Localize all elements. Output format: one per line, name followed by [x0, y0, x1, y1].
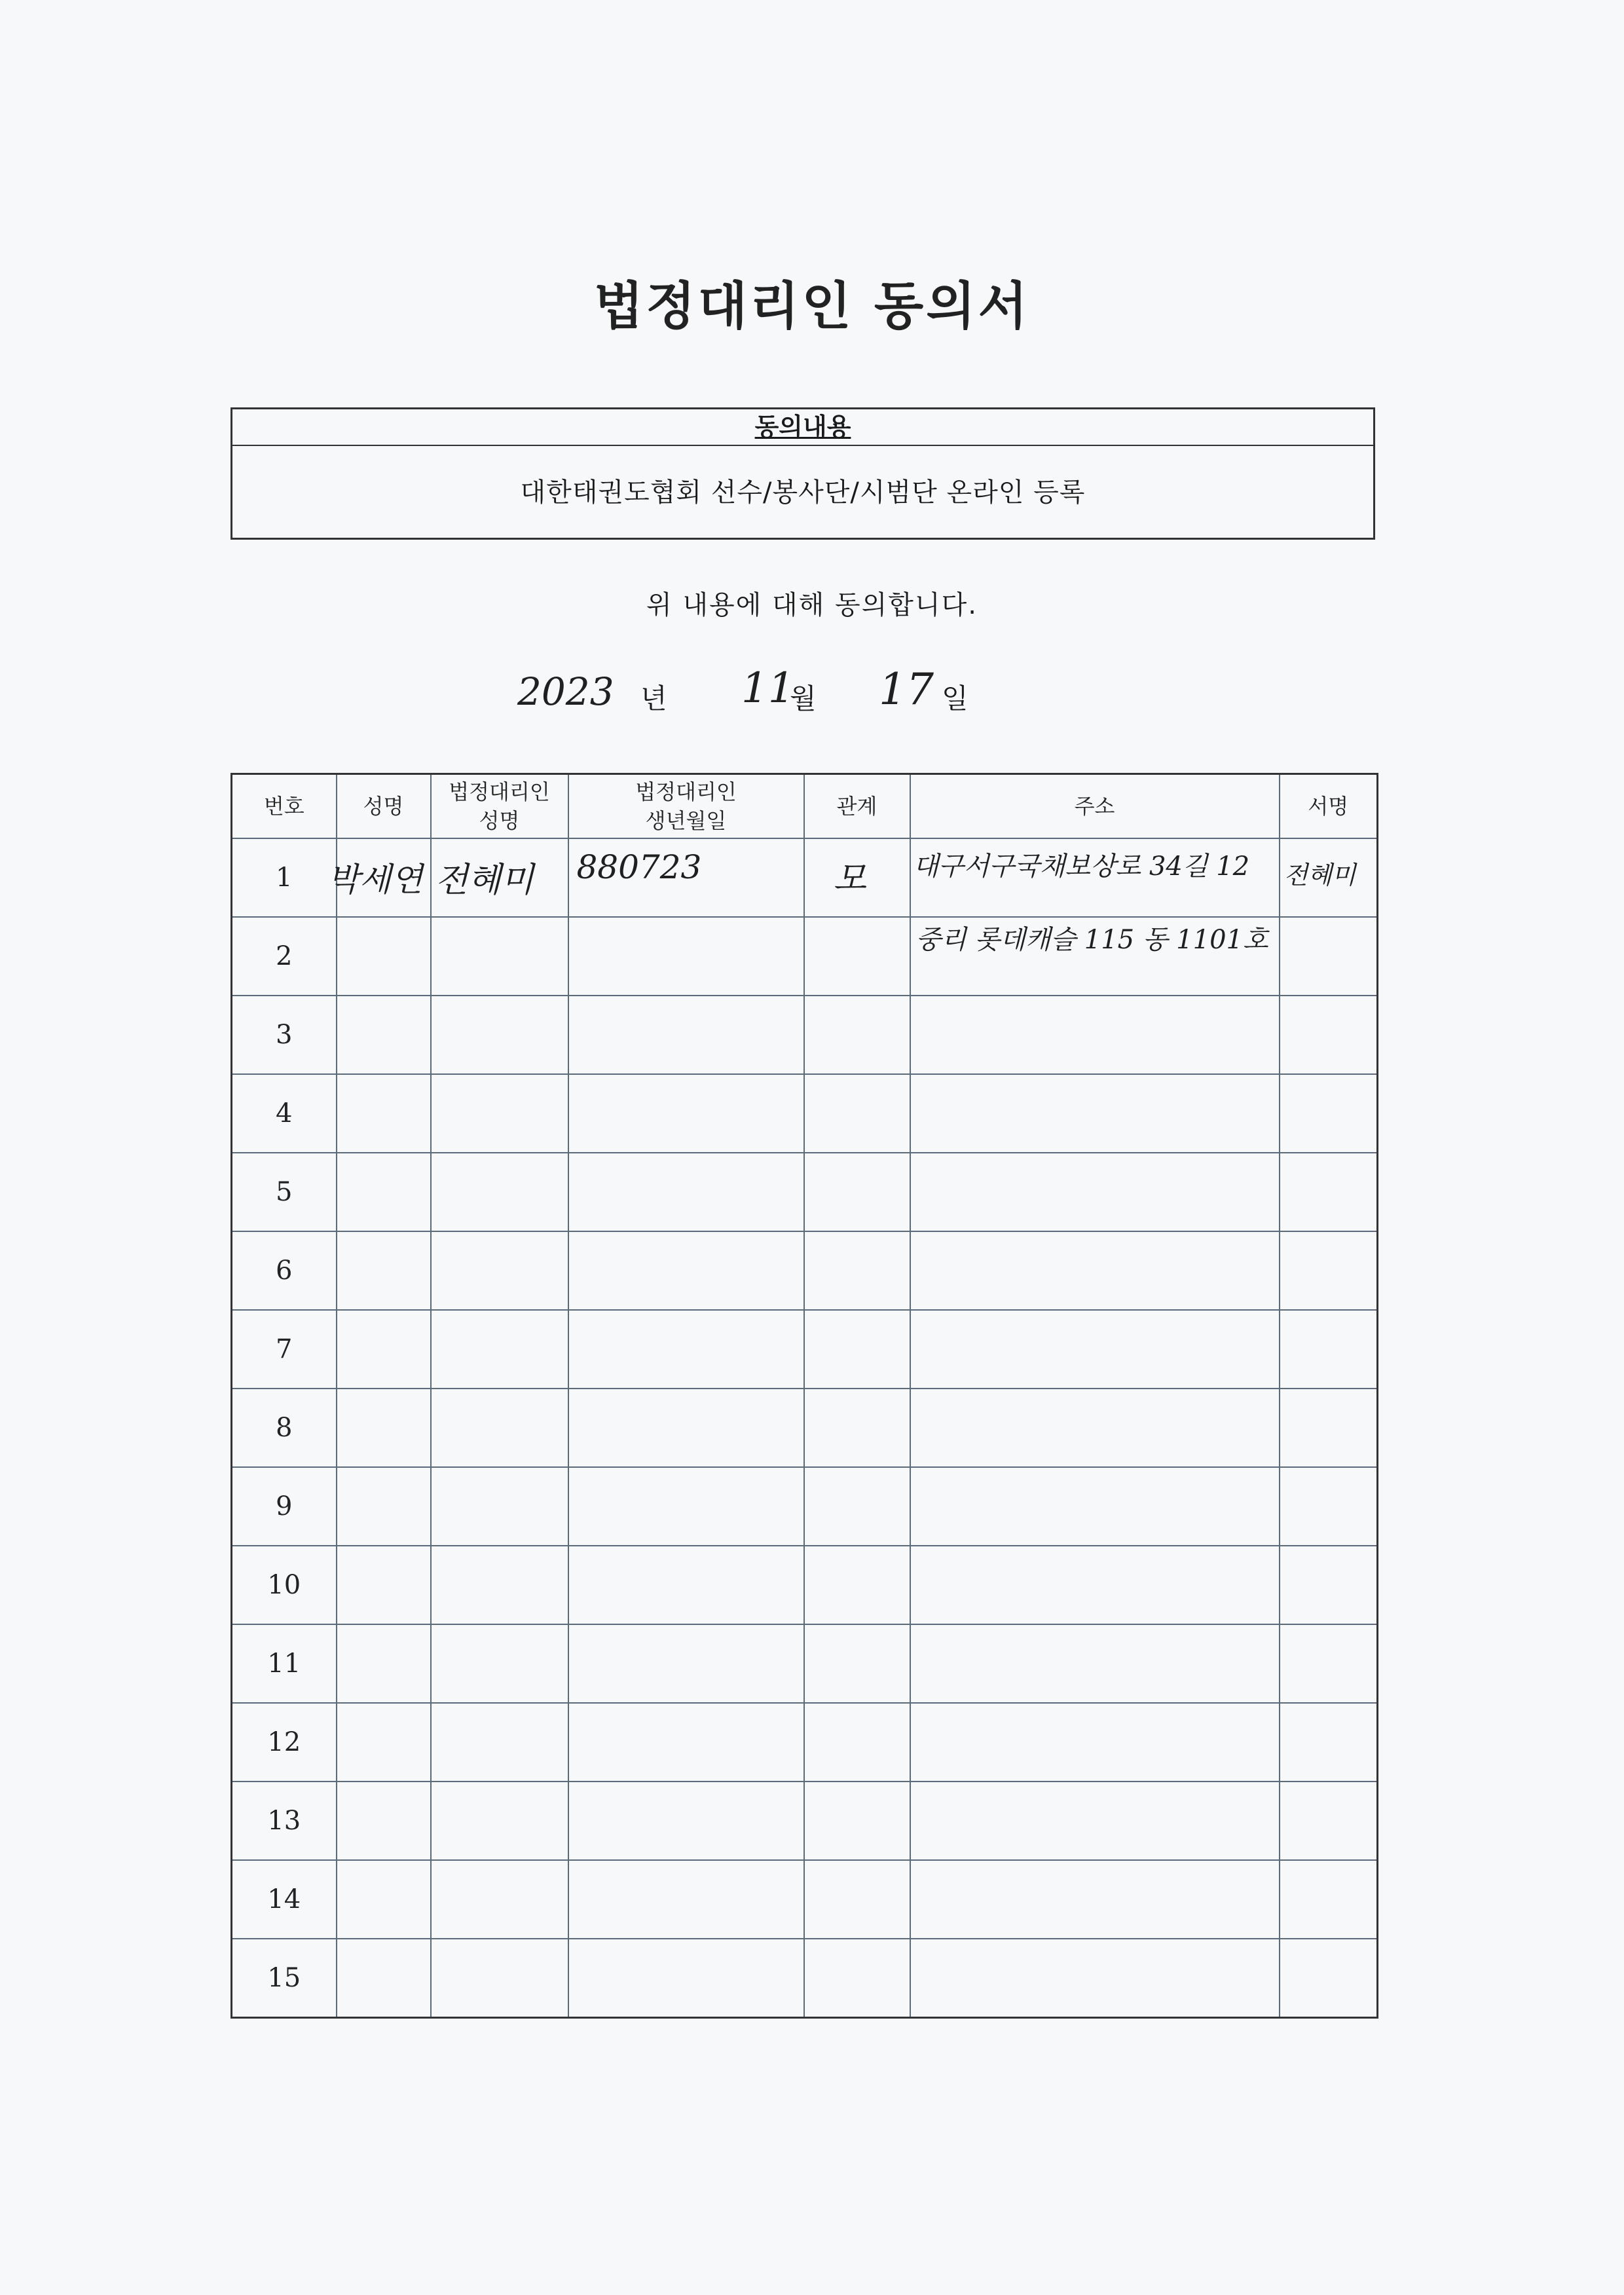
cell-guardian-birth[interactable] — [568, 1310, 804, 1389]
cell-guardian-name[interactable] — [431, 1860, 568, 1939]
cell-guardian-name[interactable] — [431, 1074, 568, 1153]
table-row — [232, 1939, 1378, 2018]
table-row — [232, 1624, 1378, 1703]
row-number: 8 — [232, 1389, 337, 1467]
cell-address[interactable] — [910, 1546, 1280, 1624]
cell-name[interactable] — [337, 1310, 431, 1389]
cell-address[interactable] — [910, 1310, 1280, 1389]
header-guardian-birth: 법정대리인 생년월일 — [568, 774, 804, 839]
cell-address[interactable] — [910, 1153, 1280, 1231]
table-row — [232, 1782, 1378, 1860]
cell-address[interactable] — [910, 1467, 1280, 1546]
cell-relation[interactable] — [804, 1231, 910, 1310]
row-number: 7 — [232, 1310, 337, 1389]
cell-signature[interactable] — [1280, 1310, 1378, 1389]
cell-guardian-name[interactable] — [431, 1546, 568, 1624]
consent-header: 동의내용 — [232, 409, 1373, 446]
cell-guardian-birth[interactable] — [568, 1389, 804, 1467]
table-row — [232, 1153, 1378, 1231]
cell-name[interactable] — [337, 1703, 431, 1782]
table-row — [232, 1467, 1378, 1546]
row-number: 12 — [232, 1703, 337, 1782]
cell-guardian-birth[interactable] — [568, 1703, 804, 1782]
table-row — [232, 1703, 1378, 1782]
header-name: 성명 — [337, 774, 431, 839]
table-row — [232, 1074, 1378, 1153]
cell-guardian-birth[interactable] — [568, 838, 804, 917]
cell-guardian-name[interactable] — [431, 917, 568, 996]
cell-signature[interactable] — [1280, 1782, 1378, 1860]
cell-name[interactable] — [337, 1782, 431, 1860]
cell-guardian-birth[interactable] — [568, 1074, 804, 1153]
cell-name[interactable] — [337, 1153, 431, 1231]
cell-relation[interactable] — [804, 1703, 910, 1782]
cell-name[interactable] — [337, 1389, 431, 1467]
cell-name[interactable] — [337, 1074, 431, 1153]
cell-address[interactable] — [910, 917, 1280, 996]
table-row — [232, 917, 1378, 996]
consent-body: 대한태권도협회 선수/봉사단/시범단 온라인 등록 — [520, 477, 1086, 508]
cell-guardian-name[interactable] — [431, 1939, 568, 2018]
header-signature: 서명 — [1280, 774, 1378, 839]
cell-guardian-name[interactable] — [431, 838, 568, 917]
header-guardian-name: 법정대리인 성명 — [431, 774, 568, 839]
table-row — [232, 1389, 1378, 1467]
cell-name[interactable] — [337, 1231, 431, 1310]
cell-signature[interactable] — [1280, 917, 1378, 996]
roster-table — [231, 773, 1378, 2019]
row-number: 3 — [232, 996, 337, 1074]
table-row — [232, 1860, 1378, 1939]
cell-name[interactable] — [337, 1939, 431, 2018]
table-row — [232, 996, 1378, 1074]
cell-signature[interactable] — [1280, 996, 1378, 1074]
table-row — [232, 1546, 1378, 1624]
date-line — [0, 662, 1624, 734]
cell-signature[interactable] — [1280, 1231, 1378, 1310]
row-number: 4 — [232, 1074, 337, 1153]
cell-guardian-birth[interactable] — [568, 1939, 804, 2018]
cell-guardian-name[interactable] — [431, 1467, 568, 1546]
handwritten-guardian-birth: 880723 — [576, 848, 702, 886]
row-number: 10 — [232, 1546, 337, 1624]
cell-relation[interactable] — [804, 838, 910, 917]
row-number: 11 — [232, 1624, 337, 1703]
cell-address[interactable] — [910, 1860, 1280, 1939]
cell-signature[interactable] — [1280, 1939, 1378, 2018]
cell-signature[interactable] — [1280, 1860, 1378, 1939]
header-no: 번호 — [232, 774, 337, 839]
cell-address[interactable] — [910, 838, 1280, 955]
cell-guardian-birth[interactable] — [568, 1467, 804, 1546]
cell-address[interactable] — [910, 1389, 1280, 1467]
consent-box — [231, 407, 1375, 540]
cell-relation[interactable] — [804, 1782, 910, 1860]
cell-name[interactable] — [337, 917, 431, 996]
cell-guardian-birth[interactable] — [568, 1153, 804, 1231]
cell-relation[interactable] — [804, 1860, 910, 1939]
table-row — [232, 1231, 1378, 1310]
handwritten-name: 박세연 — [327, 861, 423, 899]
cell-signature[interactable] — [1280, 1546, 1378, 1624]
cell-guardian-birth[interactable] — [568, 1624, 804, 1703]
cell-relation[interactable] — [804, 1546, 910, 1624]
cell-relation[interactable] — [804, 1624, 910, 1703]
date-month-label: 월 — [790, 682, 817, 715]
cell-address[interactable] — [910, 1231, 1280, 1310]
row-number: 2 — [232, 917, 337, 996]
date-month: 11 — [741, 664, 795, 713]
row-number: 13 — [232, 1782, 337, 1860]
cell-guardian-name[interactable] — [431, 1703, 568, 1782]
cell-guardian-birth[interactable] — [568, 1782, 804, 1860]
cell-address[interactable] — [910, 1782, 1280, 1860]
cell-guardian-name[interactable] — [431, 1153, 568, 1231]
cell-guardian-birth[interactable] — [568, 1546, 804, 1624]
table-row — [232, 838, 1378, 917]
row-number: 6 — [232, 1231, 337, 1310]
agree-statement: 위 내용에 대해 동의합니다. — [646, 590, 978, 620]
date-day-label: 일 — [942, 682, 969, 715]
handwritten-guardian-name: 전혜미 — [435, 861, 534, 900]
cell-guardian-name[interactable] — [431, 1231, 568, 1310]
handwritten-address-line1: 대구서구국채보상로 34길 12 — [913, 851, 1250, 882]
cell-relation[interactable] — [804, 996, 910, 1074]
document-title: 법정대리인 동의서 — [594, 277, 1030, 336]
row-number: 1 — [232, 838, 337, 917]
row-number: 5 — [232, 1153, 337, 1231]
header-relation: 관계 — [804, 774, 910, 839]
cell-relation[interactable] — [804, 1153, 910, 1231]
table-row — [232, 1310, 1378, 1389]
header-address: 주소 — [910, 774, 1280, 839]
cell-guardian-name[interactable] — [431, 1389, 568, 1467]
cell-relation[interactable] — [804, 917, 910, 996]
cell-address[interactable] — [910, 1703, 1280, 1782]
cell-guardian-name[interactable] — [431, 1782, 568, 1860]
cell-name[interactable] — [337, 1624, 431, 1703]
date-day: 17 — [879, 664, 934, 715]
cell-name[interactable] — [327, 838, 431, 917]
row-number: 14 — [232, 1860, 337, 1939]
cell-name[interactable] — [337, 1467, 431, 1546]
cell-relation[interactable] — [804, 1467, 910, 1546]
cell-guardian-birth[interactable] — [568, 917, 804, 996]
cell-relation[interactable] — [804, 1310, 910, 1389]
cell-guardian-name[interactable] — [431, 1310, 568, 1389]
cell-address[interactable] — [910, 996, 1280, 1074]
handwritten-relation: 모 — [833, 859, 866, 899]
cell-name[interactable] — [337, 1546, 431, 1624]
cell-signature[interactable] — [1280, 838, 1378, 917]
row-number: 15 — [232, 1939, 337, 2018]
cell-address[interactable] — [910, 1624, 1280, 1703]
cell-guardian-birth[interactable] — [568, 996, 804, 1074]
handwritten-signature: 전혜미 — [1283, 861, 1356, 889]
handwritten-address-line2: 중리 롯데캐슬 115 동 1101호 — [915, 925, 1268, 955]
cell-guardian-birth[interactable] — [568, 1231, 804, 1310]
cell-signature[interactable] — [1280, 1074, 1378, 1153]
cell-address[interactable] — [910, 1074, 1280, 1153]
date-year-label: 년 — [640, 682, 667, 715]
date-year: 2023 — [517, 669, 614, 714]
cell-relation[interactable] — [804, 1389, 910, 1467]
cell-signature[interactable] — [1280, 1153, 1378, 1231]
cell-name[interactable] — [337, 996, 431, 1074]
cell-signature[interactable] — [1280, 1467, 1378, 1546]
table-header-row — [232, 774, 1378, 839]
cell-signature[interactable] — [1280, 1389, 1378, 1467]
cell-guardian-name[interactable] — [431, 1624, 568, 1703]
cell-signature[interactable] — [1280, 1703, 1378, 1782]
cell-guardian-birth[interactable] — [568, 1860, 804, 1939]
row-number: 9 — [232, 1467, 337, 1546]
cell-relation[interactable] — [804, 1939, 910, 2018]
cell-signature[interactable] — [1280, 1624, 1378, 1703]
cell-relation[interactable] — [804, 1074, 910, 1153]
cell-name[interactable] — [337, 1860, 431, 1939]
cell-guardian-name[interactable] — [431, 996, 568, 1074]
cell-address[interactable] — [910, 1939, 1280, 2018]
